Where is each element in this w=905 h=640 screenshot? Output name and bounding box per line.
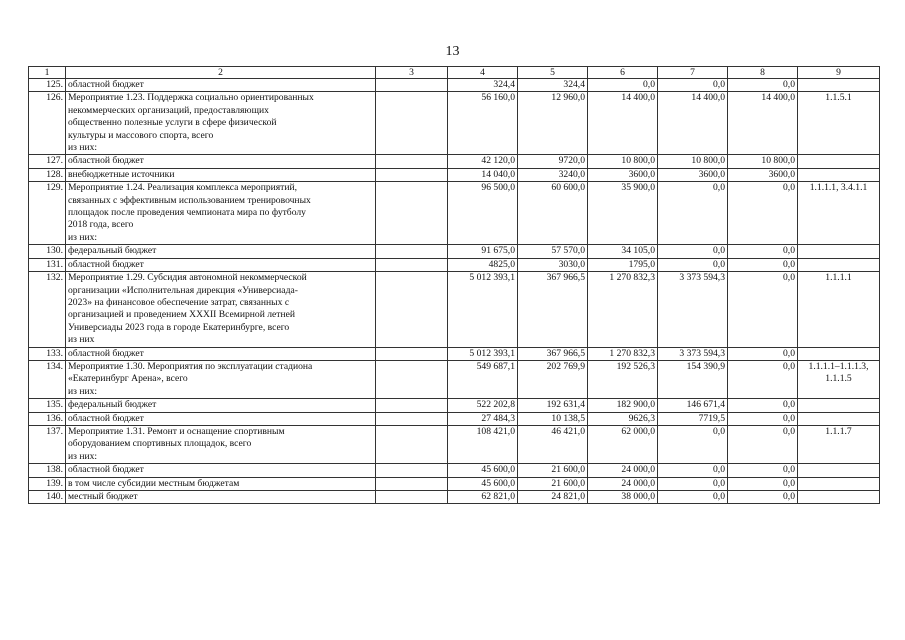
- cell-c3: [376, 477, 448, 490]
- cell-c5: 3240,0: [518, 168, 588, 181]
- cell-c7: 0,0: [658, 245, 728, 258]
- cell-c6: 35 900,0: [588, 182, 658, 245]
- description-line: областной бюджет: [68, 155, 144, 167]
- description-line: 2023» на финансовое обеспечение затрат, связанных с: [68, 296, 290, 308]
- cell-c7: 0,0: [658, 258, 728, 271]
- description-line: местный бюджет: [68, 491, 138, 502]
- cell-c9: 1.1.1.7: [798, 425, 880, 463]
- table-row: [29, 155, 880, 168]
- cell-c4: 62 821,0: [448, 491, 518, 504]
- cell-c6: 182 900,0: [588, 399, 658, 412]
- cell-description: [66, 360, 376, 398]
- description-line: областной бюджет: [68, 412, 144, 424]
- cell-c7: 10 800,0: [658, 155, 728, 168]
- description-line: организацией и проведением XXXII Всемирной летней: [68, 309, 295, 321]
- table-row: [29, 464, 880, 477]
- cell-c4: 96 500,0: [448, 182, 518, 245]
- cell-c7: 0,0: [658, 425, 728, 463]
- table-row: [29, 425, 880, 463]
- cell-c4: 324,4: [448, 79, 518, 92]
- cell-c3: [376, 79, 448, 92]
- cell-c3: [376, 182, 448, 245]
- cell-description: [66, 491, 376, 504]
- description-line: 2018 года, всего: [68, 219, 134, 231]
- description-line: культуры и массового спорта, всего: [68, 129, 214, 141]
- cell-num: 126.: [29, 92, 66, 155]
- column-header: 9: [798, 67, 880, 79]
- cell-num: 135.: [29, 399, 66, 412]
- cell-c5: 367 966,5: [518, 272, 588, 347]
- table-body: [29, 79, 880, 504]
- cell-c4: 56 160,0: [448, 92, 518, 155]
- cell-c3: [376, 360, 448, 398]
- cell-c8: 0,0: [728, 272, 798, 347]
- table-row: [29, 92, 880, 155]
- cell-c3: [376, 412, 448, 425]
- cell-c9: 1.1.5.1: [798, 92, 880, 155]
- cell-c9: [798, 477, 880, 490]
- table-row: [29, 360, 880, 398]
- cell-c8: 10 800,0: [728, 155, 798, 168]
- description-line: областной бюджет: [68, 79, 144, 90]
- cell-c5: 24 821,0: [518, 491, 588, 504]
- cell-c3: [376, 399, 448, 412]
- page-number: 13: [445, 44, 460, 59]
- column-header: 3: [376, 67, 448, 79]
- cell-description: [66, 245, 376, 258]
- cell-c3: [376, 347, 448, 360]
- description-line: из них:: [68, 450, 98, 462]
- cell-c7: 154 390,9: [658, 360, 728, 398]
- cell-c6: 0,0: [588, 79, 658, 92]
- description-line: из них:: [68, 142, 98, 154]
- cell-description: [66, 79, 376, 92]
- cell-c7: 0,0: [658, 79, 728, 92]
- cell-c5: 21 600,0: [518, 477, 588, 490]
- cell-c9: [798, 155, 880, 168]
- cell-c9: [798, 347, 880, 360]
- cell-c4: 91 675,0: [448, 245, 518, 258]
- cell-c5: 10 138,5: [518, 412, 588, 425]
- cell-num: 137.: [29, 425, 66, 463]
- cell-num: 139.: [29, 477, 66, 490]
- cell-c6: 62 000,0: [588, 425, 658, 463]
- cell-c7: 3 373 594,3: [658, 347, 728, 360]
- cell-c6: 38 000,0: [588, 491, 658, 504]
- cell-c8: 3600,0: [728, 168, 798, 181]
- description-line: некоммерческих организаций, предоставляющих: [68, 104, 269, 116]
- cell-c3: [376, 155, 448, 168]
- cell-c9: [798, 491, 880, 504]
- cell-c7: 0,0: [658, 491, 728, 504]
- cell-c9: [798, 79, 880, 92]
- cell-c5: 9720,0: [518, 155, 588, 168]
- cell-c4: 4825,0: [448, 258, 518, 271]
- description-line: общественно полезные услуги в сфере физической: [68, 117, 277, 129]
- cell-c9: [798, 258, 880, 271]
- cell-c5: 60 600,0: [518, 182, 588, 245]
- cell-c6: 9626,3: [588, 412, 658, 425]
- cell-c7: 14 400,0: [658, 92, 728, 155]
- cell-c8: 0,0: [728, 245, 798, 258]
- cell-c5: 367 966,5: [518, 347, 588, 360]
- description-line: из них:: [68, 385, 98, 397]
- table-row: [29, 258, 880, 271]
- description-line: из них: [68, 334, 95, 346]
- cell-c8: 0,0: [728, 79, 798, 92]
- cell-c6: 192 526,3: [588, 360, 658, 398]
- description-line: оборудованием спортивных площадок, всего: [68, 438, 252, 450]
- cell-c5: 21 600,0: [518, 464, 588, 477]
- cell-c5: 3030,0: [518, 258, 588, 271]
- description-line: внебюджетные источники: [68, 168, 175, 180]
- cell-num: 131.: [29, 258, 66, 271]
- cell-c8: 14 400,0: [728, 92, 798, 155]
- cell-c6: 34 105,0: [588, 245, 658, 258]
- cell-c9: 1.1.1.1: [798, 272, 880, 347]
- cell-c8: 0,0: [728, 182, 798, 245]
- column-header: 8: [728, 67, 798, 79]
- cell-c4: 5 012 393,1: [448, 347, 518, 360]
- cell-num: 138.: [29, 464, 66, 477]
- cell-c7: 3 373 594,3: [658, 272, 728, 347]
- description-line: Мероприятие 1.29. Субсидия автономной некоммерческой: [68, 272, 307, 284]
- cell-c3: [376, 491, 448, 504]
- budget-table: [28, 66, 880, 504]
- cell-c3: [376, 272, 448, 347]
- cell-c8: 0,0: [728, 464, 798, 477]
- cell-description: [66, 168, 376, 181]
- cell-c9: [798, 464, 880, 477]
- table-row: [29, 79, 880, 92]
- cell-c9: [798, 245, 880, 258]
- table-row: [29, 412, 880, 425]
- cell-c5: 12 960,0: [518, 92, 588, 155]
- cell-c7: 0,0: [658, 464, 728, 477]
- cell-c5: 192 631,4: [518, 399, 588, 412]
- description-line: Мероприятие 1.23. Поддержка социально ориентированных: [68, 92, 314, 104]
- cell-c3: [376, 258, 448, 271]
- cell-num: 136.: [29, 412, 66, 425]
- cell-c7: 3600,0: [658, 168, 728, 181]
- cell-c9: [798, 399, 880, 412]
- cell-c5: 324,4: [518, 79, 588, 92]
- table-row: [29, 399, 880, 412]
- cell-c8: 0,0: [728, 477, 798, 490]
- cell-num: 140.: [29, 491, 66, 504]
- description-line: Мероприятие 1.30. Мероприятия по эксплуатации стадиона: [68, 360, 313, 372]
- cell-num: 132.: [29, 272, 66, 347]
- description-line: федеральный бюджет: [68, 245, 157, 257]
- description-line: площадок после проведения чемпионата мира по футболу: [68, 207, 306, 219]
- cell-c3: [376, 168, 448, 181]
- description-line: в том числе субсидии местным бюджетам: [68, 477, 240, 489]
- cell-num: 130.: [29, 245, 66, 258]
- table-row: [29, 491, 880, 504]
- cell-c6: 24 000,0: [588, 477, 658, 490]
- cell-c9: 1.1.1.1, 3.4.1.1: [798, 182, 880, 245]
- cell-c5: 202 769,9: [518, 360, 588, 398]
- cell-c7: 0,0: [658, 182, 728, 245]
- cell-c5: 46 421,0: [518, 425, 588, 463]
- cell-c8: 0,0: [728, 347, 798, 360]
- cell-c4: 42 120,0: [448, 155, 518, 168]
- cell-c6: 14 400,0: [588, 92, 658, 155]
- cell-c7: 7719,5: [658, 412, 728, 425]
- cell-num: 125.: [29, 79, 66, 92]
- description-line: Мероприятие 1.31. Ремонт и оснащение спортивным: [68, 425, 285, 437]
- cell-c7: 0,0: [658, 477, 728, 490]
- cell-c8: 0,0: [728, 399, 798, 412]
- cell-num: 127.: [29, 155, 66, 168]
- cell-c8: 0,0: [728, 258, 798, 271]
- cell-c6: 10 800,0: [588, 155, 658, 168]
- cell-description: [66, 399, 376, 412]
- cell-c9: [798, 412, 880, 425]
- cell-c7: 146 671,4: [658, 399, 728, 412]
- cell-c4: 549 687,1: [448, 360, 518, 398]
- cell-c4: 45 600,0: [448, 464, 518, 477]
- column-header: 1: [29, 67, 66, 79]
- cell-description: [66, 347, 376, 360]
- cell-c6: 1795,0: [588, 258, 658, 271]
- cell-description: [66, 182, 376, 245]
- cell-c9: [798, 168, 880, 181]
- cell-c3: [376, 464, 448, 477]
- cell-num: 134.: [29, 360, 66, 398]
- description-line: федеральный бюджет: [68, 399, 157, 411]
- cell-description: [66, 464, 376, 477]
- cell-c6: 24 000,0: [588, 464, 658, 477]
- cell-description: [66, 92, 376, 155]
- column-header: 7: [658, 67, 728, 79]
- cell-description: [66, 425, 376, 463]
- description-line: Мероприятие 1.24. Реализация комплекса мероприятий,: [68, 182, 298, 194]
- cell-c4: 14 040,0: [448, 168, 518, 181]
- cell-num: 128.: [29, 168, 66, 181]
- description-line: организации «Исполнительная дирекция «Универсиада-: [68, 284, 298, 296]
- cell-c9: 1.1.1.1–1.1.1.3, 1.1.1.5: [798, 360, 880, 398]
- cell-description: [66, 258, 376, 271]
- cell-c8: 0,0: [728, 360, 798, 398]
- cell-c4: 108 421,0: [448, 425, 518, 463]
- table-row: [29, 477, 880, 490]
- description-line: связанных с эффективным использованием тренировочных: [68, 194, 311, 206]
- description-line: из них:: [68, 231, 98, 243]
- table-row: [29, 245, 880, 258]
- cell-c3: [376, 425, 448, 463]
- description-line: областной бюджет: [68, 464, 144, 476]
- cell-description: [66, 477, 376, 490]
- cell-c8: 0,0: [728, 412, 798, 425]
- cell-c5: 57 570,0: [518, 245, 588, 258]
- column-header: 6: [588, 67, 658, 79]
- cell-c3: [376, 92, 448, 155]
- description-line: Универсиады 2023 года в городе Екатеринбурге, всего: [68, 321, 290, 333]
- cell-description: [66, 155, 376, 168]
- cell-c4: 522 202,8: [448, 399, 518, 412]
- cell-c6: 1 270 832,3: [588, 347, 658, 360]
- cell-c3: [376, 245, 448, 258]
- cell-c8: 0,0: [728, 491, 798, 504]
- column-header: 5: [518, 67, 588, 79]
- description-line: областной бюджет: [68, 258, 144, 270]
- table-row: [29, 182, 880, 245]
- cell-c4: 27 484,3: [448, 412, 518, 425]
- cell-c6: 1 270 832,3: [588, 272, 658, 347]
- header-row: [29, 67, 880, 79]
- cell-description: [66, 412, 376, 425]
- table-row: [29, 347, 880, 360]
- table-row: [29, 272, 880, 347]
- description-line: «Екатеринбург Арена», всего: [68, 373, 188, 385]
- column-header: 4: [448, 67, 518, 79]
- cell-num: 129.: [29, 182, 66, 245]
- cell-c4: 5 012 393,1: [448, 272, 518, 347]
- cell-c4: 45 600,0: [448, 477, 518, 490]
- column-header: 2: [66, 67, 376, 79]
- table-row: [29, 168, 880, 181]
- cell-description: [66, 272, 376, 347]
- cell-num: 133.: [29, 347, 66, 360]
- description-line: областной бюджет: [68, 347, 144, 359]
- cell-c6: 3600,0: [588, 168, 658, 181]
- cell-c8: 0,0: [728, 425, 798, 463]
